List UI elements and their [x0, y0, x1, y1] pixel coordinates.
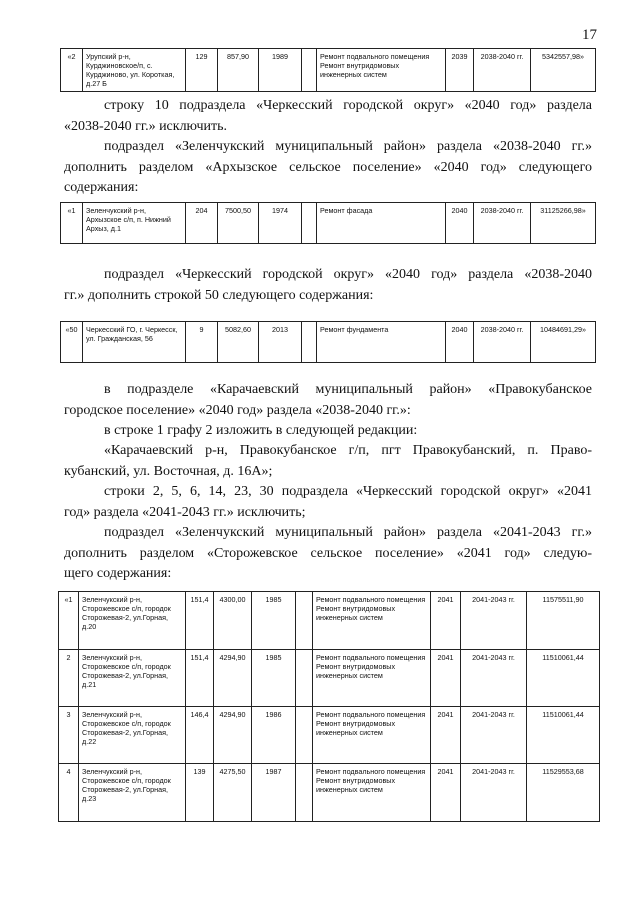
- sum-cell: 11529553,68: [527, 764, 600, 822]
- table-row: [59, 707, 600, 764]
- plan-year-cell: 2040: [446, 203, 474, 244]
- sum-cell: 31125266,98»: [531, 203, 596, 244]
- paragraph-2-line-3: содержания:: [64, 180, 139, 195]
- year-built-cell: 1986: [252, 707, 296, 764]
- value-cell: 151,4: [186, 592, 214, 650]
- paragraph-3-line-2: гг.» дополнить строкой 50 следующего содержания:: [64, 287, 374, 303]
- area-cell: 4294,90: [214, 707, 252, 764]
- empty-cell: [296, 650, 313, 707]
- paragraph-7: [64, 482, 592, 523]
- plan-year-cell: 2041: [431, 707, 461, 764]
- area-cell: 5082,60: [218, 322, 259, 363]
- paragraph-3-line-1: подраздел «Черкесский городской округ» «2040 год» раздела «2038-2040: [104, 267, 592, 282]
- work-type-cell: Ремонт фасада: [317, 203, 446, 244]
- area-cell: 857,90: [218, 49, 259, 92]
- year-built-cell: 1985: [252, 650, 296, 707]
- year-built-cell: 1985: [252, 592, 296, 650]
- row-number: 3: [59, 707, 79, 764]
- row-number: 4: [59, 764, 79, 822]
- row-number: «1: [59, 592, 79, 650]
- paragraph-1-line-1: строку 10 подраздела «Черкесский городской округ» «2040 год» раздела: [104, 98, 592, 113]
- year-built-cell: 1974: [259, 203, 302, 244]
- row-number: «2: [61, 49, 83, 92]
- paragraph-7-line-2: год» раздела «2041-2043 гг.» исключить;: [64, 504, 306, 520]
- value-cell: 146,4: [186, 707, 214, 764]
- plan-year-cell: 2039: [446, 49, 474, 92]
- empty-cell: [296, 592, 313, 650]
- area-cell: 4294,90: [214, 650, 252, 707]
- year-built-cell: 1989: [259, 49, 302, 92]
- area-cell: 4275,50: [214, 764, 252, 822]
- empty-cell: [296, 707, 313, 764]
- year-built-cell: 2013: [259, 322, 302, 363]
- paragraph-1-line-2: «2038-2040 гг.» исключить.: [64, 118, 228, 134]
- period-cell: 2038-2040 гг.: [474, 322, 531, 363]
- period-cell: 2041-2043 гг.: [461, 650, 527, 707]
- address-cell: Зеленчукский р-н, Сторожевское с/п, городок Сторожевая-2, ул.Горная, д.21: [79, 650, 186, 707]
- page-number: 17: [582, 27, 597, 43]
- value-cell: 204: [186, 203, 218, 244]
- row-number: «1: [61, 203, 83, 244]
- sum-cell: 11510061,44: [527, 650, 600, 707]
- empty-cell: [302, 49, 317, 92]
- paragraph-6-line-2: кубанский, ул. Восточная, д. 16А»;: [64, 463, 273, 479]
- paragraph-4-line-1: в подразделе «Карачаевский муниципальный район» «Правокубанское: [104, 382, 592, 397]
- paragraph-8-line-3: щего содержания:: [64, 566, 172, 581]
- address-cell: Зеленчукский р-н, Сторожевское с/п, городок Сторожевая-2, ул.Горная, д.23: [79, 764, 186, 822]
- work-type-cell: Ремонт подвального помещения Ремонт внутридомовых инженерных систем: [313, 650, 431, 707]
- paragraph-2-line-2: дополнить разделом «Архызское сельское поселение» «2040 год» следующего: [64, 159, 592, 175]
- empty-cell: [302, 322, 317, 363]
- table-3: [60, 321, 596, 363]
- period-cell: 2041-2043 гг.: [461, 764, 527, 822]
- address-cell: Черкесский ГО, г. Черкесск, ул. Гражданская, 56: [83, 322, 186, 363]
- paragraph-8-line-1: подраздел «Зеленчукский муниципальный район» раздела «2041-2043 гг.»: [104, 525, 592, 540]
- table-2: [60, 202, 596, 244]
- period-cell: 2041-2043 гг.: [461, 707, 527, 764]
- work-type-cell: Ремонт подвального помещения Ремонт внутридомовых инженерных систем: [313, 764, 431, 822]
- sum-cell: 11510061,44: [527, 707, 600, 764]
- value-cell: 139: [186, 764, 214, 822]
- paragraph-8: [64, 523, 592, 585]
- paragraph-6: [64, 441, 592, 482]
- paragraph-7-line-1: строки 2, 5, 6, 14, 23, 30 подраздела «Черкесский городской округ» «2041: [104, 484, 592, 499]
- work-type-cell: Ремонт подвального помещения Ремонт внутридомовых инженерных систем: [317, 49, 446, 92]
- plan-year-cell: 2040: [446, 322, 474, 363]
- value-cell: 9: [186, 322, 218, 363]
- address-cell: Зеленчукский р-н, Сторожевское с/п, городок Сторожевая-2, ул.Горная, д.20: [79, 592, 186, 650]
- paragraph-1: [64, 96, 592, 137]
- paragraph-6-line-1: «Карачаевский р-н, Правокубанское г/п, пгт Правокубанский, п. Право-: [104, 443, 592, 458]
- table-1: [60, 48, 596, 92]
- table-row: [59, 764, 600, 822]
- paragraph-2: [64, 137, 592, 199]
- paragraph-5: [64, 421, 592, 442]
- period-cell: 2041-2043 гг.: [461, 592, 527, 650]
- sum-cell: 11575511,90: [527, 592, 600, 650]
- row-number: 2: [59, 650, 79, 707]
- sum-cell: 5342557,98»: [531, 49, 596, 92]
- sum-cell: 10484691,29»: [531, 322, 596, 363]
- value-cell: 129: [186, 49, 218, 92]
- paragraph-4-line-2: городское поселение» «2040 год» раздела «2038-2040 гг.»:: [64, 402, 411, 418]
- paragraph-8-line-2: дополнить разделом «Сторожевское сельское поселение» «2041 год» следую-: [64, 545, 592, 561]
- work-type-cell: Ремонт подвального помещения Ремонт внутридомовых инженерных систем: [313, 707, 431, 764]
- address-cell: Зеленчукский р-н, Архызское с/п, п. Нижний Архыз, д.1: [83, 203, 186, 244]
- table-row: [61, 49, 596, 92]
- address-cell: Зеленчукский р-н, Сторожевское с/п, городок Сторожевая-2, ул.Горная, д.22: [79, 707, 186, 764]
- area-cell: 4300,00: [214, 592, 252, 650]
- table-row: [59, 592, 600, 650]
- year-built-cell: 1987: [252, 764, 296, 822]
- address-cell: Урупский р-н, Курджиновское/п, с. Курджиново, ул. Короткая, д.27 Б: [83, 49, 186, 92]
- table-row: [61, 322, 596, 363]
- table-row: [61, 203, 596, 244]
- period-cell: 2038-2040 гг.: [474, 203, 531, 244]
- paragraph-5-line-1: в строке 1 графу 2 изложить в следующей редакции:: [104, 423, 418, 438]
- work-type-cell: Ремонт подвального помещения Ремонт внутридомовых инженерных систем: [313, 592, 431, 650]
- plan-year-cell: 2041: [431, 650, 461, 707]
- table-4: [58, 591, 600, 822]
- empty-cell: [296, 764, 313, 822]
- table-row: [59, 650, 600, 707]
- row-number: «50: [61, 322, 83, 363]
- area-cell: 7500,50: [218, 203, 259, 244]
- period-cell: 2038-2040 гг.: [474, 49, 531, 92]
- paragraph-4: [64, 380, 592, 421]
- paragraph-3: [64, 265, 592, 306]
- work-type-cell: Ремонт фундамента: [317, 322, 446, 363]
- plan-year-cell: 2041: [431, 764, 461, 822]
- paragraph-2-line-1: подраздел «Зеленчукский муниципальный район» раздела «2038-2040 гг.»: [104, 139, 592, 154]
- plan-year-cell: 2041: [431, 592, 461, 650]
- empty-cell: [302, 203, 317, 244]
- value-cell: 151,4: [186, 650, 214, 707]
